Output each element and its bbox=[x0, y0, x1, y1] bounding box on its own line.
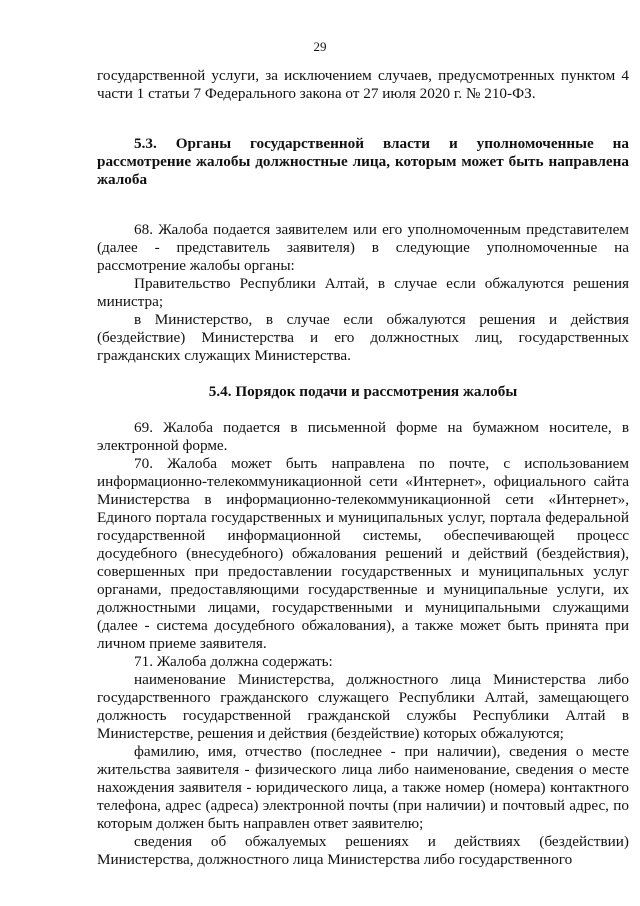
paragraph-71-item-3: сведения об обжалуемых решениях и действиях (бездействии) Министерства, должностного лица Министерства либо государственного bbox=[97, 833, 629, 868]
paragraph-68-item-1: Правительство Республики Алтай, в случае если обжалуются решения министра; bbox=[97, 275, 629, 310]
page-body bbox=[97, 67, 629, 869]
section-heading-5-4: 5.4. Порядок подачи и рассмотрения жалобы bbox=[208, 383, 518, 400]
section-heading-5-3: 5.3. Органы государственной власти и уполномоченные на рассмотрение жалобы должностные лица, которым может быть направлена жалоба bbox=[97, 135, 629, 188]
paragraph-68: 68. Жалоба подается заявителем или его уполномоченным представителем (далее - представитель заявителя) в следующие уполномоченные на рассмотрение жалобы органы: bbox=[97, 221, 629, 274]
paragraph-69: 69. Жалоба подается в письменной форме на бумажном носителе, в электронной форме. bbox=[97, 419, 629, 454]
paragraph-71-item-1: наименование Министерства, должностного лица Министерства либо государственного гражданского служащего Республики Алтай, замещающего должность государственной гражданской службы Республики Алтай в Министерстве, решения и действия (бездействие) которых обжалуются; bbox=[97, 671, 629, 742]
paragraph-intro: государственной услуги, за исключением случаев, предусмотренных пунктом 4 части 1 статьи 7 Федерального закона от 27 июля 2020 г. № 210-ФЗ. bbox=[97, 67, 629, 102]
paragraph-70: 70. Жалоба может быть направлена по почте, с использованием информационно-телекоммуникационной сети «Интернет», официального сайта Министерства в информационно-телекоммуникационной сети «Интернет», Единого портала государственных и муниципальных услуг, портала федеральной государственной информационной системы, обеспечивающей процесс досудебного (внесудебного) обжалования решений и действий (бездействия), совершенных при предоставлении государственных и муниципальных услуг органами, предоставляющими государственные и муниципальные услуги, их должностными лицами, государственными и муниципальными служащими (далее - система досудебного обжалования), а также может быть принята при личном приеме заявителя. bbox=[97, 455, 629, 652]
page-number: 29 bbox=[313, 39, 327, 54]
paragraph-71-item-2: фамилию, имя, отчество (последнее - при наличии), сведения о месте жительства заявителя - физического лица либо наименование, сведения о месте нахождения заявителя - юридического лица, а также номер (номера) контактного телефона, адрес (адреса) электронной почты (при наличии) и почтовый адрес, по которым должен быть направлен ответ заявителю; bbox=[97, 743, 629, 832]
paragraph-68-item-2: в Министерство, в случае если обжалуются решения и действия (бездействие) Министерства и его должностных лиц, государственных гражданских служащих Министерства. bbox=[97, 311, 629, 364]
paragraph-71: 71. Жалоба должна содержать: bbox=[134, 653, 333, 670]
